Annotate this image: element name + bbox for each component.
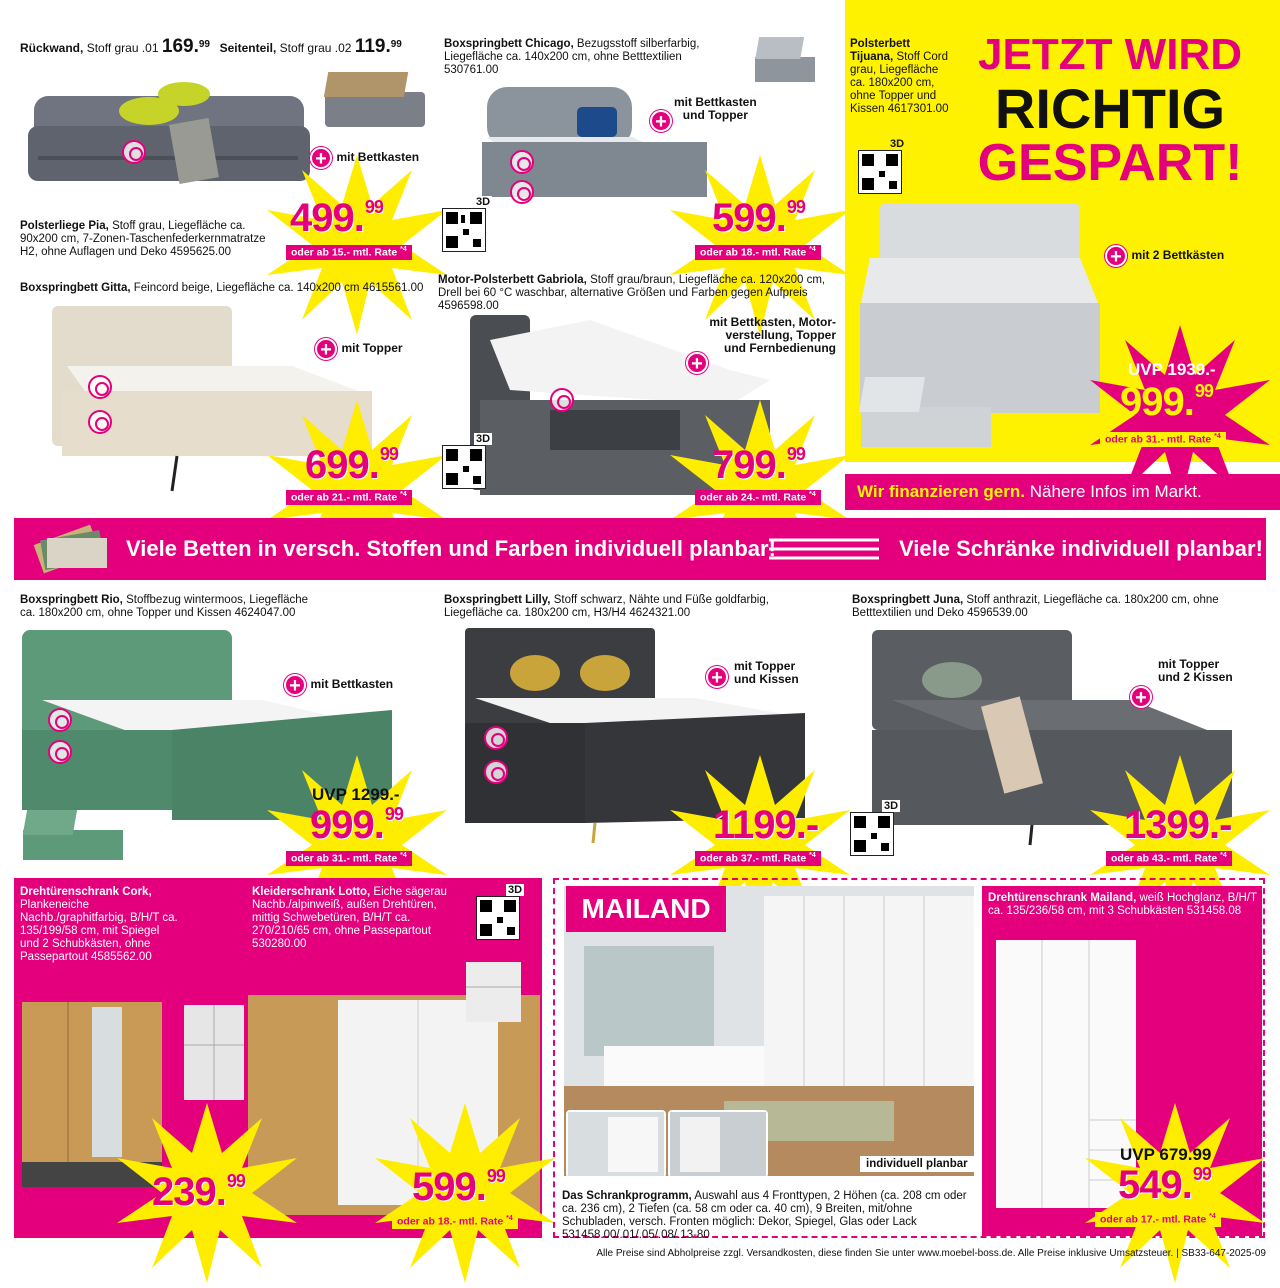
tijuana-price-int: 999.: [1120, 380, 1194, 424]
gitta-price: [305, 443, 398, 488]
lilly-desc: Stoff schwarz, Nähte und Füße goldfarbig, Liegefläche ca. 180x200 cm, H3/H4 4624321.00: [444, 594, 769, 619]
cork-price-int: 239.: [152, 1170, 226, 1214]
plus-icon: +: [1130, 686, 1152, 708]
qr-3d-label: 3D: [476, 433, 491, 445]
lotto-price-int: 599.: [412, 1165, 486, 1209]
plus-icon: +: [310, 147, 332, 169]
juna-rate-mark: *4: [1220, 852, 1227, 859]
rio-desc: Stoffbezug wintermoos, Liegefläche ca. 180x200 cm, ohne Topper und Kissen 4624047.00: [20, 594, 309, 619]
tijuana-title: Polsterbett Tijuana,: [850, 38, 911, 63]
rio-uvp: UVP 1299.-: [312, 785, 400, 804]
cork-interior-image: [184, 1005, 244, 1100]
spring-icon: [484, 760, 508, 784]
gitta-description: [20, 282, 440, 295]
tijuana-price: [1120, 380, 1213, 425]
gabriola-desc: Stoff grau/braun, Liegefläche ca. 120x200 cm, Drell bei 60 °C waschbar, alternative Größen und Farben gegen Aufpreis 4596598.00: [438, 274, 826, 312]
lilly-title: Boxspringbett Lilly,: [444, 594, 551, 606]
chicago-rate-text: oder ab 18.- mtl. Rate: [700, 246, 807, 259]
qr-code-icon[interactable]: [476, 896, 520, 940]
gabriola-plus-row: [686, 315, 836, 375]
gabriola-plus-note: [686, 316, 836, 355]
lotto-rate-mark: *4: [506, 1215, 513, 1222]
wardrobe-rail-icon: [764, 532, 884, 566]
chicago-plus-note: [674, 96, 757, 122]
mailand-price-int: 549.: [1118, 1163, 1192, 1207]
lilly-plus-row: [706, 659, 799, 689]
cork-title: Drehtürenschrank Cork,: [20, 886, 152, 898]
tijuana-uvp: UVP 1939.-: [1128, 360, 1216, 379]
chicago-price-int: 599.: [712, 196, 786, 240]
chicago-description: [444, 38, 704, 77]
lotto-rate-text: oder ab 18.- mtl. Rate: [397, 1215, 504, 1228]
mailand-tag: MAILAND: [566, 886, 726, 932]
lotto-price-cents: 99: [486, 1166, 505, 1186]
qr-3d-label: 3D: [476, 196, 491, 208]
pia-rate: [286, 245, 412, 260]
rio-price-cents: 99: [384, 804, 403, 824]
spring-icon: [48, 740, 72, 764]
rio-rate-mark: *4: [400, 852, 407, 859]
cork-desc: Plankeneiche Nachb./graphitfarbig, B/H/T ca. 135/199/58 cm, mit Spiegel und 2 Schubkästen, ohne Passepartout 4585562.00: [20, 899, 178, 963]
qr-code-icon[interactable]: [442, 208, 486, 252]
mailand-program-desc: Auswahl aus 4 Fronttypen, 2 Höhen (ca. 208 cm oder ca. 236 cm), 2 Tiefen (ca. 58 cm oder ca. 40 cm), 9 Breiten, mit/ohne Schubladen, versch. Fronten möglich: Dekor, Spiegel, Glas oder Lack 531458.00/.01/.05/.08/.13-80: [562, 1190, 967, 1241]
banner-right-text: Viele Schränke individuell planbar!: [899, 536, 1263, 561]
spring-icon: [48, 708, 72, 732]
juna-rate: [1106, 851, 1232, 866]
lilly-rate-mark: *4: [809, 852, 816, 859]
tijuana-desc: Stoff Cord grau, Liegefläche ca. 180x200 cm, ohne Topper und Kissen 4617301.00: [850, 51, 949, 115]
juna-description: [852, 594, 1272, 620]
rio-plus-row: [284, 674, 393, 697]
mailand-planbar-label: individuell planbar: [860, 1156, 974, 1172]
pia-title: Polsterliege Pia,: [20, 220, 109, 232]
lilly-price: 1199.-: [713, 803, 819, 847]
pia-price: [290, 196, 383, 241]
gabriola-price: [712, 443, 805, 488]
gabriola-price-cents: 99: [786, 444, 805, 464]
plus-icon: +: [650, 110, 672, 132]
tijuana-rate-text: oder ab 31.- mtl. Rate: [1105, 433, 1212, 446]
spring-icon: [88, 410, 112, 434]
mailand-title: Drehtürenschrank Mailand,: [988, 892, 1137, 904]
rio-description: [20, 594, 320, 620]
gitta-rate-text: oder ab 21.- mtl. Rate: [291, 491, 398, 504]
juna-plus-note-1: mit Topper: [1158, 657, 1220, 671]
bedbox-image: [320, 62, 430, 132]
lilly-plus-note-2: und Kissen: [734, 672, 799, 686]
gitta-desc: Feincord beige, Liegefläche ca. 140x200 cm 4615561.00: [133, 282, 424, 294]
juna-price: 1399.-: [1124, 803, 1232, 847]
chicago-title: Boxspringbett Chicago,: [444, 38, 574, 50]
gabriola-title: Motor-Polsterbett Gabriola,: [438, 274, 587, 286]
chicago-price: [712, 196, 805, 241]
finance-bold: Wir finanzieren gern.: [857, 482, 1025, 501]
mailand-thumb-2: [668, 1110, 768, 1178]
juna-plus-note: [1158, 658, 1233, 684]
lilly-description: [444, 594, 824, 620]
gitta-rate-mark: *4: [400, 491, 407, 498]
mailand-program-title: Das Schrankprogramm,: [562, 1190, 692, 1202]
fabric-swatch-icon: [32, 524, 112, 574]
gitta-price-int: 699.: [305, 443, 379, 487]
spring-icon: [510, 150, 534, 174]
rio-price-int: 999.: [310, 803, 384, 847]
rio-storage-image: [18, 805, 128, 865]
spring-icon: [122, 140, 146, 164]
rio-title: Boxspringbett Rio,: [20, 594, 123, 606]
chicago-plus-note-1: mit Bettkasten: [674, 95, 757, 109]
tijuana-plus-row: [1105, 245, 1224, 268]
pia-price-int: 499.: [290, 196, 364, 240]
finance-rest: Nähere Infos im Markt.: [1029, 482, 1202, 501]
tijuana-plus-note: mit 2 Bettkästen: [1131, 248, 1225, 262]
rio-plus-note: mit Bettkasten: [310, 677, 394, 691]
mailand-desc: weiß Hochglanz, B/H/T ca. 135/236/58 cm, mit 3 Schubkästen 531458.08: [988, 892, 1257, 917]
plus-icon: +: [284, 674, 306, 696]
tijuana-price-cents: 99: [1194, 381, 1213, 401]
qr-3d-label: 3D: [890, 138, 905, 150]
tijuana-rate-mark: *4: [1214, 433, 1221, 440]
chicago-bedbox-image: [750, 32, 820, 87]
mailand-rate-text: oder ab 17.- mtl. Rate: [1100, 1213, 1207, 1226]
headline-line-3: GESPART!: [977, 134, 1243, 192]
gitta-rate: [286, 490, 412, 505]
gitta-price-cents: 99: [379, 444, 398, 464]
mailand-rate-mark: *4: [1209, 1213, 1216, 1220]
lotto-price: [412, 1165, 505, 1210]
rueckwand-desc: Stoff grau .01: [86, 41, 159, 55]
gitta-plus-row: [315, 338, 403, 361]
seitenteil-price: 119.: [354, 36, 391, 57]
gabriola-plus-note-1: mit Bettkasten, Motor-: [709, 315, 836, 329]
cork-price: [152, 1170, 245, 1215]
mailand-rate: [1095, 1212, 1221, 1227]
gabriola-price-int: 799.: [712, 443, 786, 487]
plus-icon: +: [706, 666, 728, 688]
juna-plus-row: [1130, 657, 1233, 709]
rueckwand-cents: 99: [198, 39, 210, 50]
lilly-rate-text: oder ab 37.- mtl. Rate: [700, 852, 807, 865]
gabriola-rate-text: oder ab 24.- mtl. Rate: [700, 491, 807, 504]
chicago-rate: [695, 245, 821, 260]
lilly-rate: [695, 851, 821, 866]
mailand-thumb-1: [566, 1110, 666, 1178]
lotto-desc: Eiche sägerau Nachb./alpinweiß, außen Drehtüren, mittig Schwebetüren, B/H/T ca. 270/210/65 cm, ohne Passepartout 530280.00: [252, 886, 447, 950]
lotto-description: [252, 886, 462, 951]
rio-rate-text: oder ab 31.- mtl. Rate: [291, 852, 398, 865]
gitta-title: Boxspringbett Gitta,: [20, 282, 131, 294]
spring-icon: [484, 726, 508, 750]
seitenteil-cents: 99: [390, 39, 402, 50]
cork-price-cents: 99: [226, 1171, 245, 1191]
mailand-price-cents: 99: [1192, 1164, 1211, 1184]
lotto-interior-image: [466, 962, 521, 1022]
rio-rate: [286, 851, 412, 866]
qr-3d-label: 3D: [508, 884, 523, 896]
chicago-desc: Bezugsstoff silberfarbig, Liegefläche ca. 140x200 cm, ohne Betttextilien 530761.00: [444, 38, 700, 76]
seitenteil-desc: Stoff grau .02: [279, 41, 352, 55]
spring-icon: [550, 388, 574, 412]
tijuana-rate: [1100, 432, 1226, 447]
qr-code-icon[interactable]: [442, 445, 486, 489]
juna-rate-text: oder ab 43.- mtl. Rate: [1111, 852, 1218, 865]
chicago-rate-mark: *4: [809, 246, 816, 253]
finance-bar: [845, 474, 1280, 510]
cork-description: [20, 886, 180, 964]
headline-line-1: JETZT WIRD: [978, 30, 1242, 79]
pia-price-cents: 99: [364, 197, 383, 217]
qr-code-icon[interactable]: [850, 812, 894, 856]
banner-left-text: Viele Betten in versch. Stoffen und Farben individuell planbar!: [126, 536, 776, 561]
pia-description: [20, 220, 280, 259]
gabriola-plus-note-2: verstellung, Topper: [725, 328, 836, 342]
lilly-plus-note: [734, 660, 799, 686]
chicago-price-cents: 99: [786, 197, 805, 217]
gitta-plus-note: mit Topper: [341, 341, 403, 355]
mailand-program-description: [562, 1190, 978, 1242]
rio-price: [310, 803, 403, 848]
rueckwand-seitenteil-line: [20, 38, 430, 56]
chicago-plus-note-2: und Topper: [682, 108, 748, 122]
plus-icon: +: [1105, 245, 1127, 267]
headline-line-2: RICHTIG: [994, 77, 1226, 140]
planbar-banner: [14, 518, 1266, 580]
qr-code-icon[interactable]: [858, 150, 902, 194]
gabriola-plus-note-3: und Fernbedienung: [724, 341, 836, 355]
lilly-plus-note-1: mit Topper: [734, 659, 796, 673]
rueckwand-price: 169.: [161, 36, 199, 57]
tijuana-description: [850, 38, 950, 116]
qr-3d-label: 3D: [884, 800, 899, 812]
mailand-uvp: UVP 679.99: [1120, 1145, 1212, 1164]
juna-desc: Stoff anthrazit, Liegefläche ca. 180x200 cm, ohne Betttextilien und Deko 4596539.00: [852, 594, 1219, 619]
mailand-description: [988, 892, 1258, 918]
spring-icon: [510, 180, 534, 204]
pia-rate-mark: *4: [400, 246, 407, 253]
rueckwand-label: Rückwand,: [20, 41, 84, 55]
juna-title: Boxspringbett Juna,: [852, 594, 964, 606]
spring-icon: [88, 375, 112, 399]
lotto-rate: [392, 1214, 518, 1229]
juna-plus-note-2: und 2 Kissen: [1158, 670, 1233, 684]
gabriola-rate: [695, 490, 821, 505]
lotto-title: Kleiderschrank Lotto,: [252, 886, 371, 898]
seitenteil-label: Seitenteil,: [219, 41, 277, 55]
plus-icon: +: [686, 352, 708, 374]
pia-plus-note: mit Bettkasten: [336, 150, 420, 164]
mailand-price: [1118, 1163, 1211, 1208]
headline: [960, 28, 1260, 190]
tijuana-storage-image: [856, 372, 996, 452]
pia-rate-text: oder ab 15.- mtl. Rate: [291, 246, 398, 259]
chicago-plus-row: [650, 95, 757, 133]
gabriola-description: [438, 274, 843, 313]
footer-note: Alle Preise sind Abholpreise zzgl. Versandkosten, diese finden Sie unter www.moebel-boss.de. Alle Preise inklusive Umsatzsteuer. | SB33-647-2025-09: [596, 1248, 1266, 1259]
pia-desc: Stoff grau, Liegefläche ca. 90x200 cm, 7-Zonen-Taschenfederkernmatratze H2, ohne Auflagen und Deko 4595625.00: [20, 220, 266, 258]
gabriola-rate-mark: *4: [809, 491, 816, 498]
plus-icon: +: [315, 338, 337, 360]
